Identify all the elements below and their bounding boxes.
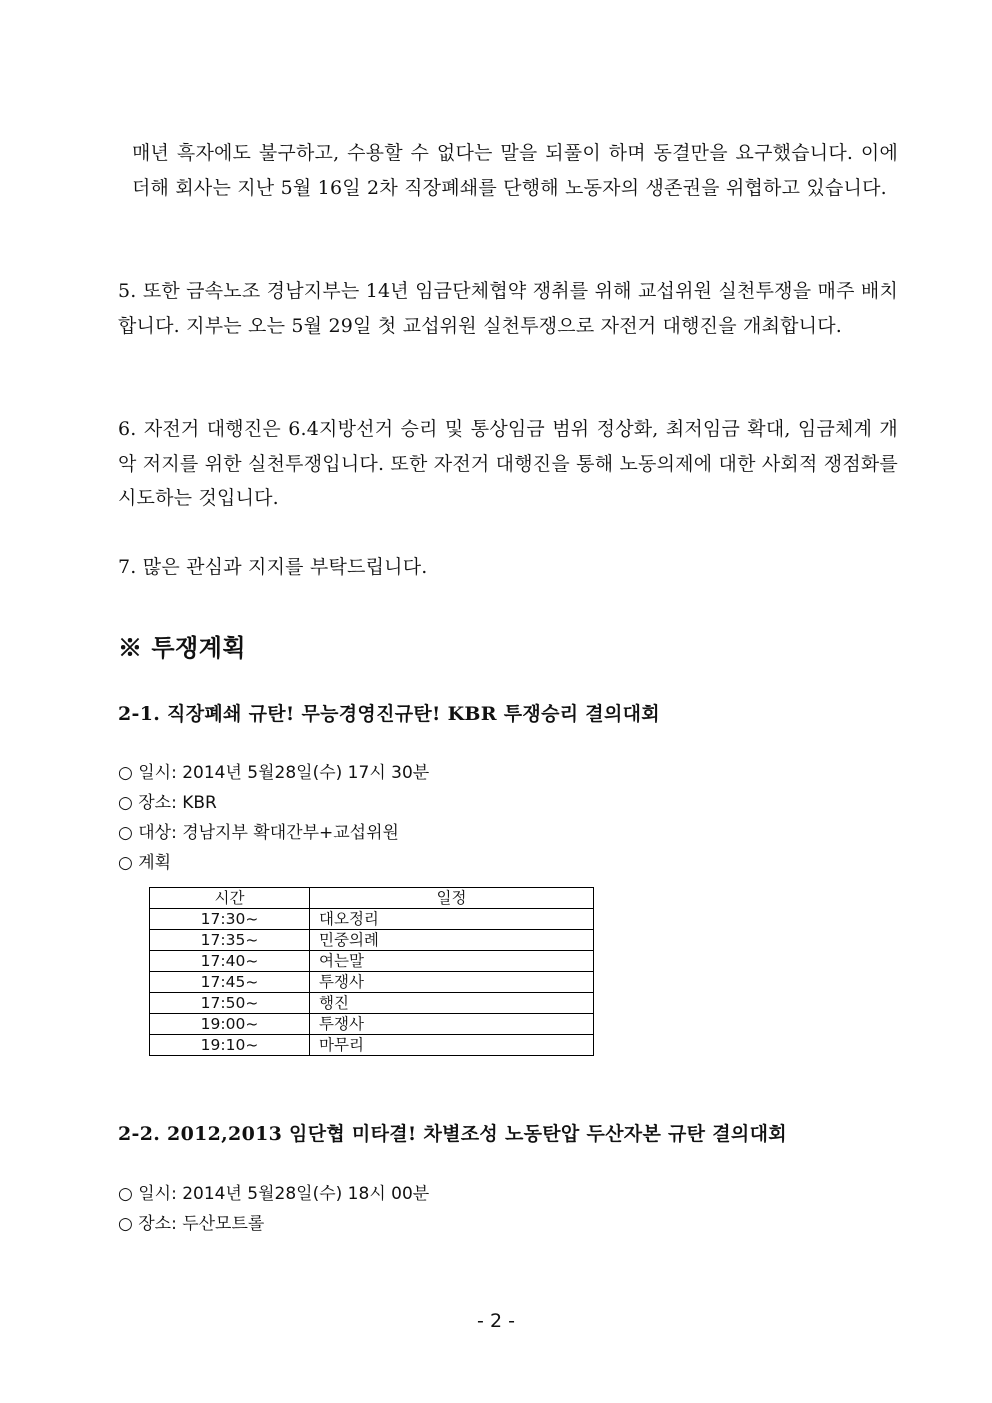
- paragraph-5-number: 5.: [118, 280, 137, 302]
- plan-section-title: ※ 투쟁계획: [118, 633, 247, 662]
- row-item: 마무리: [310, 1035, 594, 1056]
- row-time: 17:35~: [150, 930, 310, 951]
- event-1-target: ○ 대상: 경남지부 확대간부+교섭위원: [118, 823, 399, 843]
- row-time: 19:00~: [150, 1014, 310, 1035]
- table-row: [150, 930, 594, 951]
- paragraph-6-number: 6.: [118, 418, 137, 440]
- event-2-place: ○ 장소: 두산모트롤: [118, 1214, 265, 1234]
- paragraph-6-text: 자전거 대행진은 6.4지방선거 승리 및 통상임금 범위 정상화, 최저임금 확대, 임금체계 개악 저지를 위한 실천투쟁입니다. 또한 자전거 대행진을 통해 노동의제에 대한 사회적 쟁점화를 시도하는 것입니다.: [118, 418, 898, 509]
- row-item: 여는말: [310, 951, 594, 972]
- table-row: [150, 909, 594, 930]
- event-1-place: ○ 장소: KBR: [118, 793, 217, 813]
- table-header-row: [150, 888, 594, 909]
- event-1-date: ○ 일시: 2014년 5월28일(수) 17시 30분: [118, 763, 430, 783]
- row-item: 행진: [310, 993, 594, 1014]
- paragraph-5-text: 또한 금속노조 경남지부는 14년 임금단체협약 쟁취를 위해 교섭위원 실천투쟁을 매주 배치합니다. 지부는 오는 5월 29일 첫 교섭위원 실천투쟁으로 자전거 대행진을 개최합니다.: [118, 280, 899, 337]
- table-row: [150, 1014, 594, 1035]
- event-2-heading: 2-2. 2012,2013 임단협 미타결! 차별조성 노동탄압 두산자본 규탄 결의대회: [118, 1123, 787, 1145]
- event-2-details: [118, 1179, 429, 1239]
- paragraph-7-text: 많은 관심과 지지를 부탁드립니다.: [142, 556, 428, 578]
- header-schedule: 일정: [310, 888, 594, 909]
- row-item: 민중의례: [310, 930, 594, 951]
- event-1-heading: 2-1. 직장폐쇄 규탄! 무능경영진규탄! KBR 투쟁승리 결의대회: [118, 703, 660, 725]
- table-row: [150, 951, 594, 972]
- row-time: 17:45~: [150, 972, 310, 993]
- schedule-table: [149, 887, 594, 1056]
- row-time: 17:50~: [150, 993, 310, 1014]
- paragraph-7-number: 7.: [118, 556, 137, 578]
- paragraph-4-continued: 매년 흑자에도 불구하고, 수용할 수 없다는 말을 되풀이 하며 동결만을 요구했습니다. 이에 더해 회사는 지난 5월 16일 2차 직장폐쇄를 단행해 노동자의 생존권을 위협하고 있습니다.: [132, 142, 898, 199]
- event-2-date: ○ 일시: 2014년 5월28일(수) 18시 00분: [118, 1184, 430, 1204]
- paragraph-6: [118, 412, 898, 516]
- header-time: 시간: [150, 888, 310, 909]
- row-time: 19:10~: [150, 1035, 310, 1056]
- event-1-details: [118, 758, 429, 878]
- page-number: - 2 -: [477, 1310, 515, 1332]
- row-item: 투쟁사: [310, 1014, 594, 1035]
- table-row: [150, 993, 594, 1014]
- event-1-plan-label: ○ 계획: [118, 853, 172, 873]
- row-time: 17:40~: [150, 951, 310, 972]
- paragraph-5: [118, 274, 898, 343]
- row-item: 대오정리: [310, 909, 594, 930]
- paragraph-7: [118, 550, 898, 585]
- table-row: [150, 1035, 594, 1056]
- row-item: 투쟁사: [310, 972, 594, 993]
- row-time: 17:30~: [150, 909, 310, 930]
- table-row: [150, 972, 594, 993]
